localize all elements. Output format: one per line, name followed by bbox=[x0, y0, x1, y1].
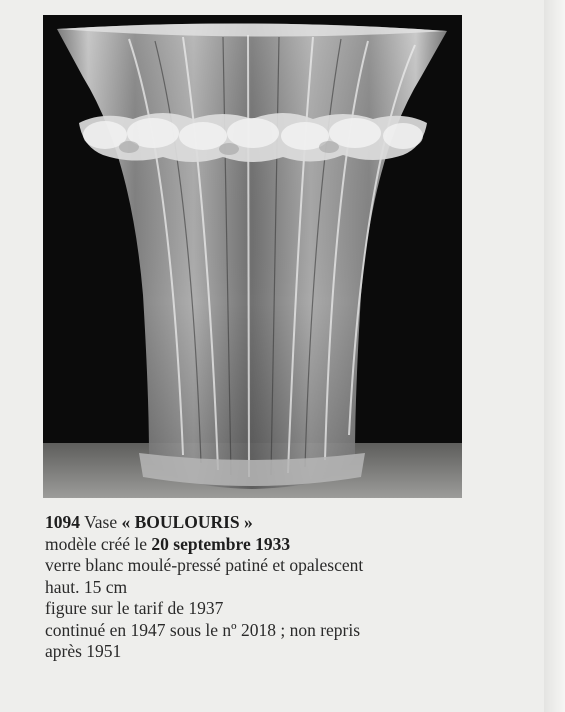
lot-label: Vase bbox=[84, 512, 118, 532]
frosted-frieze bbox=[79, 113, 427, 162]
vase-name: BOULOURIS bbox=[134, 512, 240, 532]
name-open-quote: « bbox=[121, 512, 131, 532]
page-edge bbox=[544, 0, 565, 712]
lot-number: 1094 bbox=[45, 512, 80, 532]
caption-height: haut. 15 cm bbox=[45, 576, 128, 597]
caption-catalogue: figure sur le tarif de 1937 bbox=[45, 598, 224, 618]
caption-created-line bbox=[45, 534, 505, 556]
name-close-quote: » bbox=[244, 512, 253, 532]
created-date: 20 septembre 1933 bbox=[151, 533, 291, 554]
caption-title-line bbox=[45, 512, 505, 534]
caption-material: verre blanc moulé-pressé patiné et opalescent bbox=[45, 555, 364, 575]
created-prefix: modèle créé le bbox=[45, 533, 148, 554]
vase-illustration bbox=[43, 15, 462, 498]
lot-caption bbox=[45, 512, 505, 663]
caption-continued: continué en 1947 sous le nº 2018 ; non repris bbox=[45, 619, 361, 640]
caption-after: après 1951 bbox=[45, 641, 122, 661]
vase-photograph bbox=[43, 15, 462, 498]
